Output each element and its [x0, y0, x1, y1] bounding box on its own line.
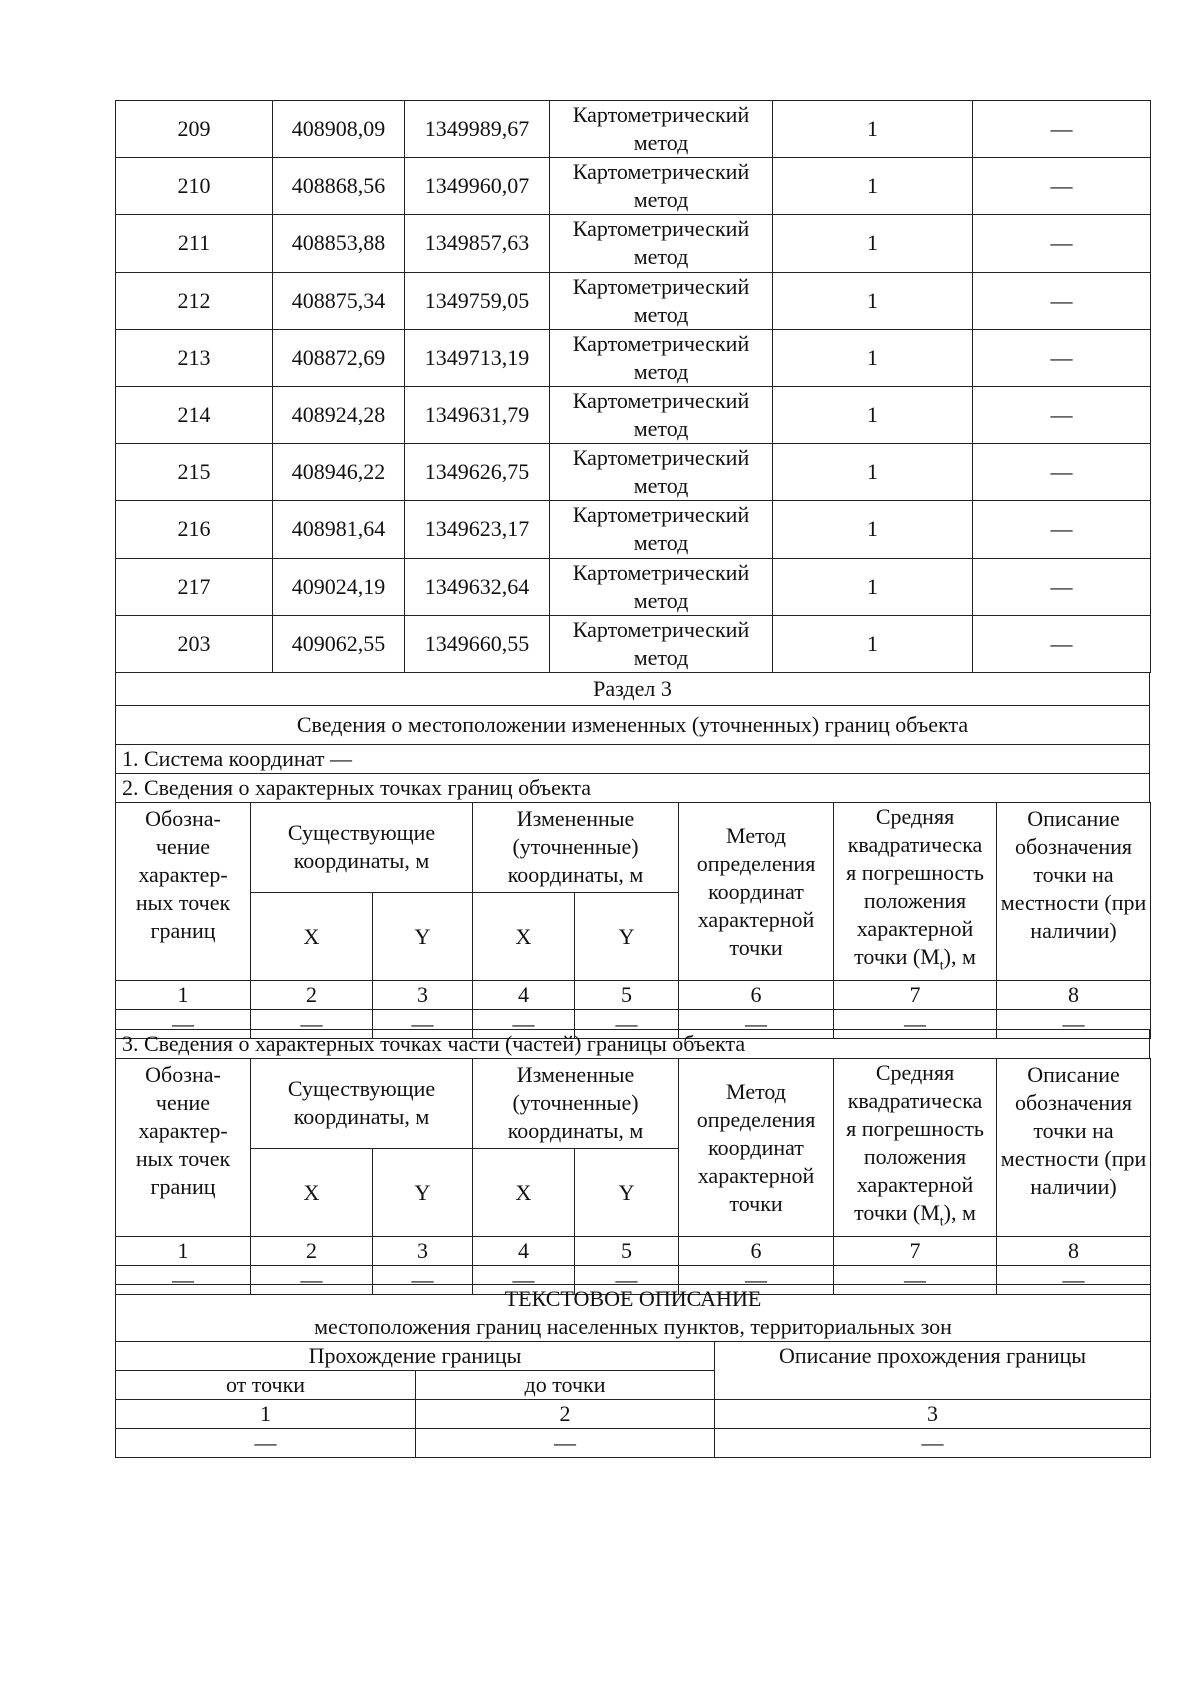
- header-line: квадратическа: [847, 832, 983, 857]
- method-line: Картометрический: [572, 445, 750, 471]
- col-num: 2: [416, 1400, 715, 1429]
- point-accuracy: 1: [773, 101, 973, 158]
- method-line: Картометрический: [572, 502, 750, 528]
- point-method: [550, 215, 773, 272]
- x-header: X: [251, 892, 373, 981]
- header-line: Метод: [726, 822, 786, 848]
- point-accuracy: 1: [773, 386, 973, 443]
- subscript-t: t: [939, 1214, 944, 1230]
- table-row: [116, 272, 1151, 329]
- header-line: положения: [863, 888, 967, 913]
- x-header: X: [473, 1148, 575, 1237]
- point-number: 213: [116, 329, 273, 386]
- point-y: 1349759,05: [405, 272, 550, 329]
- method-line: метод: [633, 473, 689, 499]
- description-header: [997, 803, 1151, 981]
- col-num: 7: [834, 981, 997, 1010]
- point-accuracy: 1: [773, 501, 973, 558]
- y-header: Y: [575, 1148, 679, 1237]
- header-line: границ: [150, 1174, 216, 1199]
- col-num: 2: [251, 1237, 373, 1266]
- point-number: 216: [116, 501, 273, 558]
- method-line: метод: [633, 530, 689, 556]
- description-header: [997, 1059, 1151, 1237]
- header-line: местности (при: [1000, 1146, 1147, 1171]
- col-num: 3: [373, 1237, 473, 1266]
- point-description: —: [973, 386, 1151, 443]
- method-line: метод: [633, 130, 689, 156]
- designation-header: [116, 1059, 251, 1237]
- col-num: 3: [715, 1400, 1151, 1429]
- header-line: Обозна-: [145, 806, 221, 831]
- table-row: [116, 158, 1151, 215]
- point-y: 1349626,75: [405, 444, 550, 501]
- header-line: характерной: [697, 1162, 815, 1188]
- section-title: Раздел 3: [116, 673, 1150, 706]
- section3-header-table: [115, 672, 1150, 803]
- method-line: Картометрический: [572, 616, 750, 642]
- point-x: 408981,64: [273, 501, 405, 558]
- table-row: [116, 215, 1151, 272]
- method-header: [679, 803, 834, 981]
- point-method: [550, 329, 773, 386]
- method-line: Картометрический: [572, 273, 750, 299]
- point-method: [550, 272, 773, 329]
- header-line: координат: [708, 1134, 804, 1160]
- method-line: метод: [633, 644, 689, 670]
- method-header: [679, 1059, 834, 1237]
- header-line: положения: [863, 1144, 967, 1169]
- text-description-table: [115, 1284, 1151, 1458]
- point-method: [550, 501, 773, 558]
- part-points-table: [115, 1058, 1151, 1295]
- empty-dash: —: [997, 1266, 1151, 1295]
- header-line: точки на: [1033, 1118, 1114, 1143]
- col-num: 3: [373, 981, 473, 1010]
- empty-dash: —: [116, 1010, 251, 1039]
- header-line: местности (при: [1000, 890, 1147, 915]
- header-text: точки (M: [854, 1200, 940, 1225]
- empty-dash: —: [834, 1010, 997, 1039]
- col-num: 5: [575, 981, 679, 1010]
- header-line: Существующие: [287, 820, 436, 846]
- header-line: определения: [696, 850, 816, 876]
- empty-dash: —: [416, 1429, 715, 1458]
- col-num: 6: [679, 1237, 834, 1266]
- empty-dash: —: [679, 1266, 834, 1295]
- header-line: точки: [729, 934, 783, 960]
- method-line: метод: [633, 358, 689, 384]
- header-line: (уточненные): [512, 834, 639, 860]
- point-x: 408868,56: [273, 158, 405, 215]
- point-y: 1349857,63: [405, 215, 550, 272]
- header-line: координат: [708, 878, 804, 904]
- header-line: квадратическа: [847, 1088, 983, 1113]
- header-line: ных точек: [135, 890, 231, 915]
- point-number: 212: [116, 272, 273, 329]
- point-number: 214: [116, 386, 273, 443]
- coordinate-system-line: 1. Система координат —: [116, 745, 1150, 774]
- col-num: 5: [575, 1237, 679, 1266]
- point-x: 408924,28: [273, 386, 405, 443]
- col-num: 4: [473, 981, 575, 1010]
- method-line: Картометрический: [572, 216, 750, 242]
- header-line: Измененные: [516, 806, 635, 832]
- header-line: координаты, м: [293, 1104, 430, 1130]
- point-description: —: [973, 558, 1151, 615]
- header-line: Средняя: [875, 1060, 955, 1085]
- point-accuracy: 1: [773, 444, 973, 501]
- empty-dash: —: [473, 1266, 575, 1295]
- point-number: 210: [116, 158, 273, 215]
- header-line: границ: [150, 918, 216, 943]
- point-accuracy: 1: [773, 558, 973, 615]
- table-row: [116, 501, 1151, 558]
- empty-dash: —: [116, 1266, 251, 1295]
- method-line: Картометрический: [572, 330, 750, 356]
- header-text: ), м: [943, 1200, 976, 1225]
- point-method: [550, 158, 773, 215]
- point-description: —: [973, 615, 1151, 672]
- point-number: 211: [116, 215, 273, 272]
- header-line: характерной: [856, 916, 974, 941]
- point-number: 217: [116, 558, 273, 615]
- header-line: Средняя: [875, 804, 955, 829]
- col-num: 1: [116, 1400, 416, 1429]
- table-row: [116, 558, 1151, 615]
- accuracy-header: [834, 803, 997, 981]
- header-line: чение: [155, 1090, 211, 1115]
- header-line: [834, 1199, 996, 1236]
- point-x: 409024,19: [273, 558, 405, 615]
- header-line: Описание: [1027, 806, 1120, 831]
- method-line: метод: [633, 416, 689, 442]
- point-x: 409062,55: [273, 615, 405, 672]
- col-num: 2: [251, 981, 373, 1010]
- col-num: 1: [116, 981, 251, 1010]
- header-line: наличии): [1030, 918, 1117, 943]
- subscript-t: t: [939, 958, 944, 974]
- header-line: точки на: [1033, 862, 1114, 887]
- point-number: 215: [116, 444, 273, 501]
- header-line: Метод: [726, 1078, 786, 1104]
- point-y: 1349713,19: [405, 329, 550, 386]
- header-line: обозначения: [1014, 834, 1133, 859]
- point-y: 1349623,17: [405, 501, 550, 558]
- empty-dash: —: [715, 1429, 1151, 1458]
- table-row: [116, 615, 1151, 672]
- point-x: 408908,09: [273, 101, 405, 158]
- text-description-title: ТЕКСТОВОЕ ОПИСАНИЕ: [504, 1286, 762, 1311]
- header-line: характерной: [697, 906, 815, 932]
- header-line: Описание: [1027, 1062, 1120, 1087]
- col-num: 1: [116, 1237, 251, 1266]
- empty-dash: —: [679, 1010, 834, 1039]
- x-header: X: [251, 1148, 373, 1237]
- passage-description-header: Описание прохождения границы: [715, 1342, 1151, 1400]
- points-info-heading: 2. Сведения о характерных точках границ объекта: [116, 774, 1150, 803]
- header-line: я погрешность: [846, 860, 984, 885]
- header-line: я погрешность: [846, 1116, 984, 1141]
- existing-coords-header: [251, 803, 473, 893]
- parts-heading-table: [115, 1029, 1150, 1059]
- header-line: координаты, м: [507, 862, 644, 888]
- point-method: [550, 444, 773, 501]
- passage-header: Прохождение границы: [116, 1342, 715, 1371]
- point-x: 408875,34: [273, 272, 405, 329]
- point-accuracy: 1: [773, 615, 973, 672]
- header-line: характерной: [856, 1172, 974, 1197]
- header-line: обозначения: [1014, 1090, 1133, 1115]
- header-line: чение: [155, 834, 211, 859]
- point-description: —: [973, 101, 1151, 158]
- point-description: —: [973, 272, 1151, 329]
- header-line: Существующие: [287, 1076, 436, 1102]
- parts-points-heading: 3. Сведения о характерных точках части (частей) границы объекта: [116, 1030, 1150, 1059]
- header-line: характер-: [138, 1118, 228, 1143]
- point-description: —: [973, 158, 1151, 215]
- y-header: Y: [373, 892, 473, 981]
- method-line: метод: [633, 244, 689, 270]
- point-accuracy: 1: [773, 329, 973, 386]
- point-accuracy: 1: [773, 215, 973, 272]
- header-line: Измененные: [516, 1062, 635, 1088]
- designation-header: [116, 803, 251, 981]
- existing-coords-header: [251, 1059, 473, 1149]
- point-description: —: [973, 501, 1151, 558]
- header-line: характер-: [138, 862, 228, 887]
- point-description: —: [973, 444, 1151, 501]
- method-line: Картометрический: [572, 159, 750, 185]
- point-y: 1349960,07: [405, 158, 550, 215]
- header-line: Обозна-: [145, 1062, 221, 1087]
- col-num: 4: [473, 1237, 575, 1266]
- col-num: 7: [834, 1237, 997, 1266]
- header-line: ных точек: [135, 1146, 231, 1171]
- empty-dash: —: [373, 1266, 473, 1295]
- header-line: координаты, м: [507, 1118, 644, 1144]
- header-text: точки (M: [854, 944, 940, 969]
- table-row: [116, 101, 1151, 158]
- method-line: Картометрический: [572, 102, 750, 128]
- empty-dash: —: [373, 1010, 473, 1039]
- changed-coords-header: [473, 1059, 679, 1149]
- header-line: точки: [729, 1190, 783, 1216]
- point-method: [550, 615, 773, 672]
- point-method: [550, 101, 773, 158]
- point-method: [550, 558, 773, 615]
- point-y: 1349631,79: [405, 386, 550, 443]
- point-x: 408853,88: [273, 215, 405, 272]
- method-line: Картометрический: [572, 559, 750, 585]
- empty-dash: —: [834, 1266, 997, 1295]
- method-line: метод: [633, 301, 689, 327]
- point-number: 209: [116, 101, 273, 158]
- point-y: 1349660,55: [405, 615, 550, 672]
- empty-dash: —: [251, 1010, 373, 1039]
- empty-dash: —: [116, 1429, 416, 1458]
- text-description-subtitle: местоположения границ населенных пунктов, территориальных зон: [314, 1314, 952, 1339]
- text-description-header: [116, 1285, 1151, 1342]
- method-line: метод: [633, 187, 689, 213]
- point-method: [550, 386, 773, 443]
- changed-coords-header: [473, 803, 679, 893]
- border-points-table: [115, 802, 1151, 1039]
- section-subtitle: Сведения о местоположении измененных (уточненных) границ объекта: [116, 706, 1150, 745]
- col-num: 8: [997, 1237, 1151, 1266]
- table-row: [116, 386, 1151, 443]
- header-text: ), м: [943, 944, 976, 969]
- from-point-header: от точки: [116, 1371, 416, 1400]
- point-number: 203: [116, 615, 273, 672]
- point-accuracy: 1: [773, 272, 973, 329]
- empty-dash: —: [997, 1010, 1151, 1039]
- header-line: (уточненные): [512, 1090, 639, 1116]
- method-line: Картометрический: [572, 388, 750, 414]
- header-line: определения: [696, 1106, 816, 1132]
- to-point-header: до точки: [416, 1371, 715, 1400]
- point-description: —: [973, 329, 1151, 386]
- point-x: 408872,69: [273, 329, 405, 386]
- empty-dash: —: [251, 1266, 373, 1295]
- col-num: 8: [997, 981, 1151, 1010]
- x-header: X: [473, 892, 575, 981]
- header-line: координаты, м: [293, 848, 430, 874]
- point-accuracy: 1: [773, 158, 973, 215]
- point-y: 1349632,64: [405, 558, 550, 615]
- coordinates-table: [115, 100, 1151, 673]
- header-line: наличии): [1030, 1174, 1117, 1199]
- y-header: Y: [575, 892, 679, 981]
- col-num: 6: [679, 981, 834, 1010]
- point-description: —: [973, 215, 1151, 272]
- y-header: Y: [373, 1148, 473, 1237]
- point-y: 1349989,67: [405, 101, 550, 158]
- empty-dash: —: [575, 1266, 679, 1295]
- empty-dash: —: [575, 1010, 679, 1039]
- table-row: [116, 444, 1151, 501]
- accuracy-header: [834, 1059, 997, 1237]
- point-x: 408946,22: [273, 444, 405, 501]
- header-line: [834, 943, 996, 980]
- method-line: метод: [633, 587, 689, 613]
- empty-dash: —: [473, 1010, 575, 1039]
- table-row: [116, 329, 1151, 386]
